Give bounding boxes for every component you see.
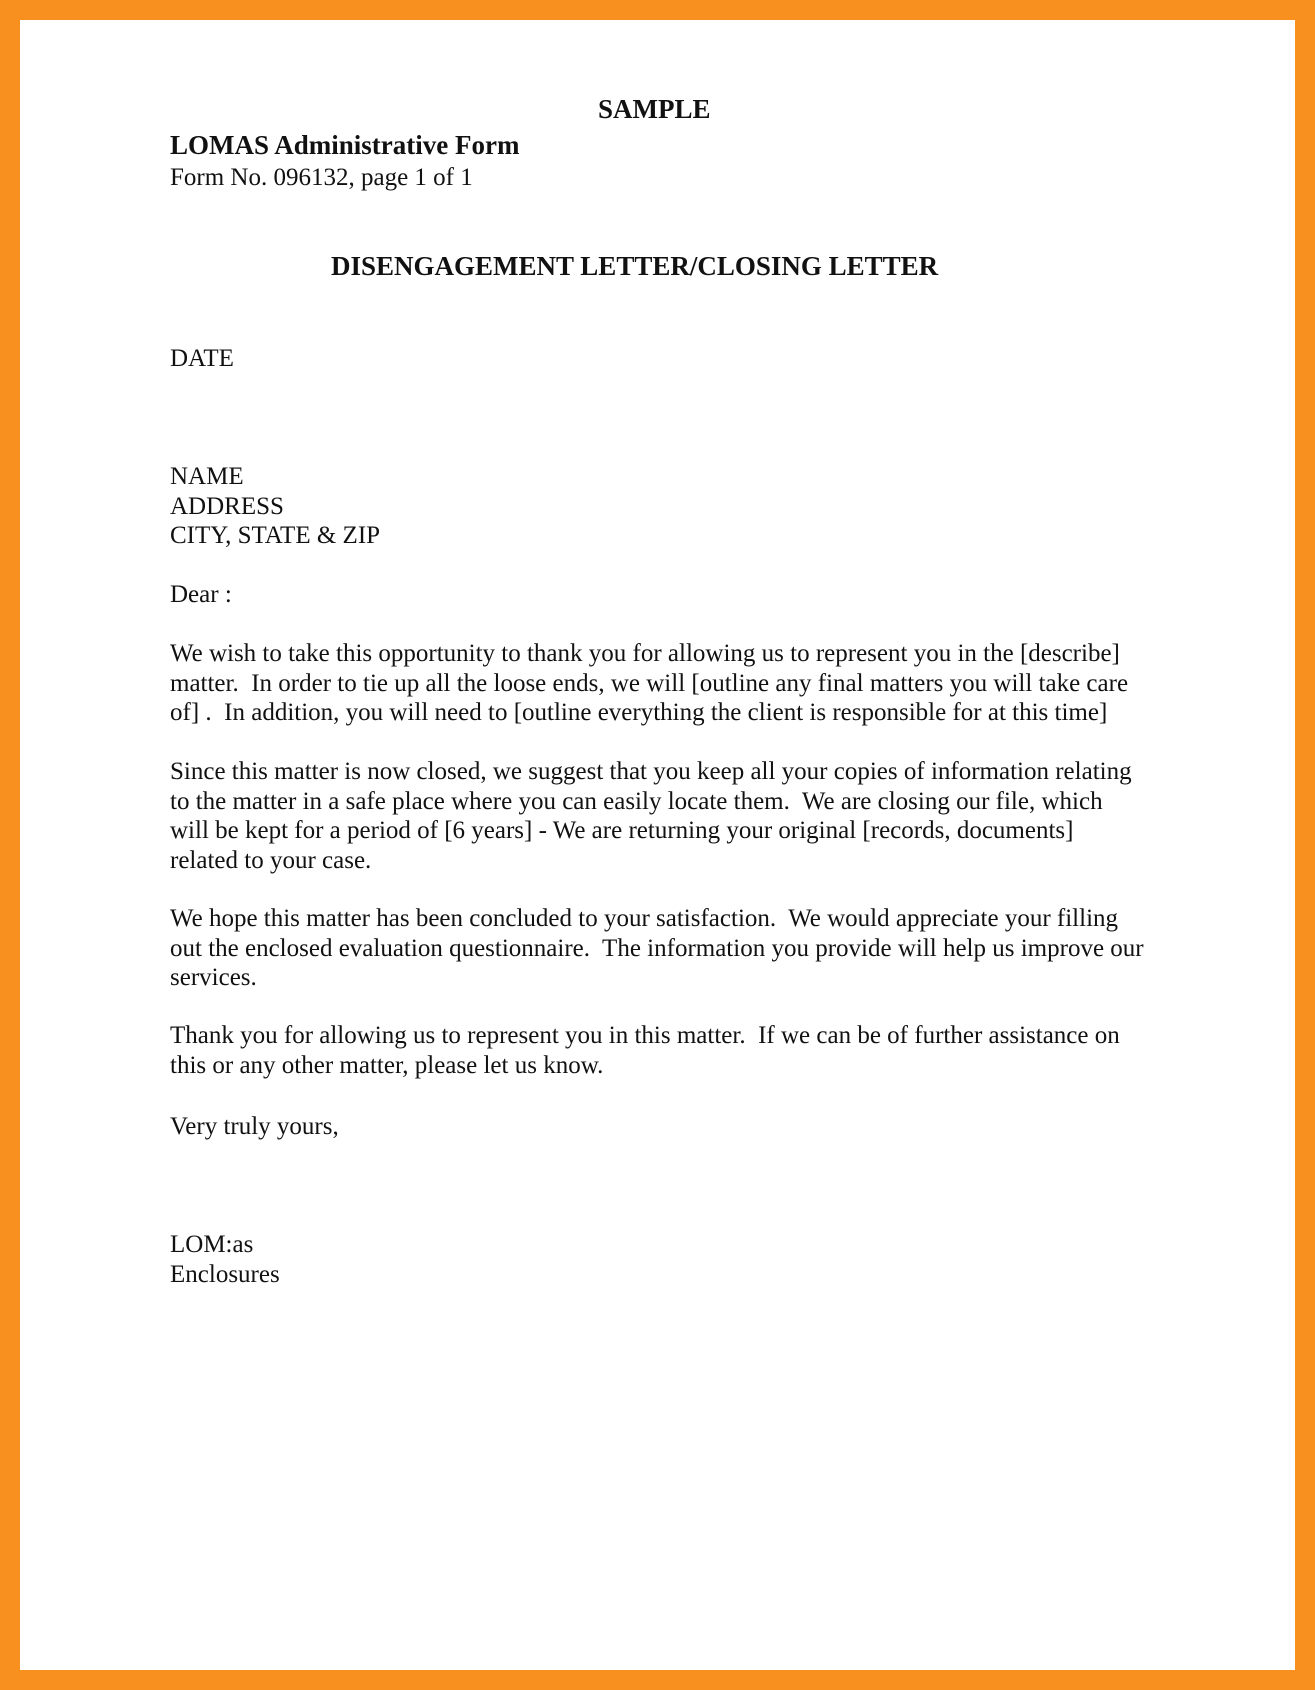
paragraph-2-line: related to your case.	[170, 846, 372, 874]
date-placeholder: DATE	[170, 345, 234, 372]
paragraph-4	[170, 1021, 1170, 1080]
sample-label: SAMPLE	[598, 94, 711, 124]
paragraph-3	[170, 904, 1170, 993]
closing: Very truly yours,	[170, 1113, 339, 1140]
form-title: LOMAS Administrative Form	[170, 130, 520, 160]
form-number: Form No. 096132, page 1 of 1	[170, 164, 473, 191]
paragraph-1-line: of] . In addition, you will need to [outline everything the client is responsible for at this time]	[170, 699, 1108, 726]
paragraph-3-line: out the enclosed evaluation questionnaire. The information you provide will help us improve our	[170, 934, 1144, 962]
signature-block	[170, 1230, 1170, 1289]
paragraph-1	[170, 639, 1170, 728]
paragraph-2	[170, 757, 1170, 875]
paragraph-2-line: Since this matter is now closed, we suggest that you keep all your copies of information relating	[170, 758, 1132, 785]
recipient-name: NAME	[170, 463, 244, 490]
salutation: Dear :	[170, 581, 232, 608]
paragraph-2-line: to the matter in a safe place where you can easily locate them. We are closing our file, which	[170, 787, 1103, 815]
recipient-block	[170, 462, 1170, 551]
paragraph-4-line: this or any other matter, please let us know.	[170, 1051, 604, 1079]
enclosures-label: Enclosures	[170, 1260, 280, 1288]
paragraph-1-line: matter. In order to tie up all the loose ends, we will [outline any final matters you will take care	[170, 669, 1129, 697]
paragraph-2-line: will be kept for a period of [6 years] - We are returning your original [records, documents]	[170, 817, 1074, 844]
paragraph-3-line: services.	[170, 964, 257, 991]
recipient-city-state-zip: CITY, STATE & ZIP	[170, 522, 381, 549]
letter-heading: DISENGAGEMENT LETTER/CLOSING LETTER	[331, 251, 939, 281]
paragraph-3-line: We hope this matter has been concluded to your satisfaction. We would appreciate your filling	[170, 905, 1119, 932]
paragraph-1-line: We wish to take this opportunity to thank you for allowing us to represent you in the [describe]	[170, 640, 1120, 667]
paragraph-4-line: Thank you for allowing us to represent you in this matter. If we can be of further assistance on	[170, 1022, 1120, 1049]
initials: LOM:as	[170, 1231, 254, 1258]
recipient-address: ADDRESS	[170, 492, 284, 520]
